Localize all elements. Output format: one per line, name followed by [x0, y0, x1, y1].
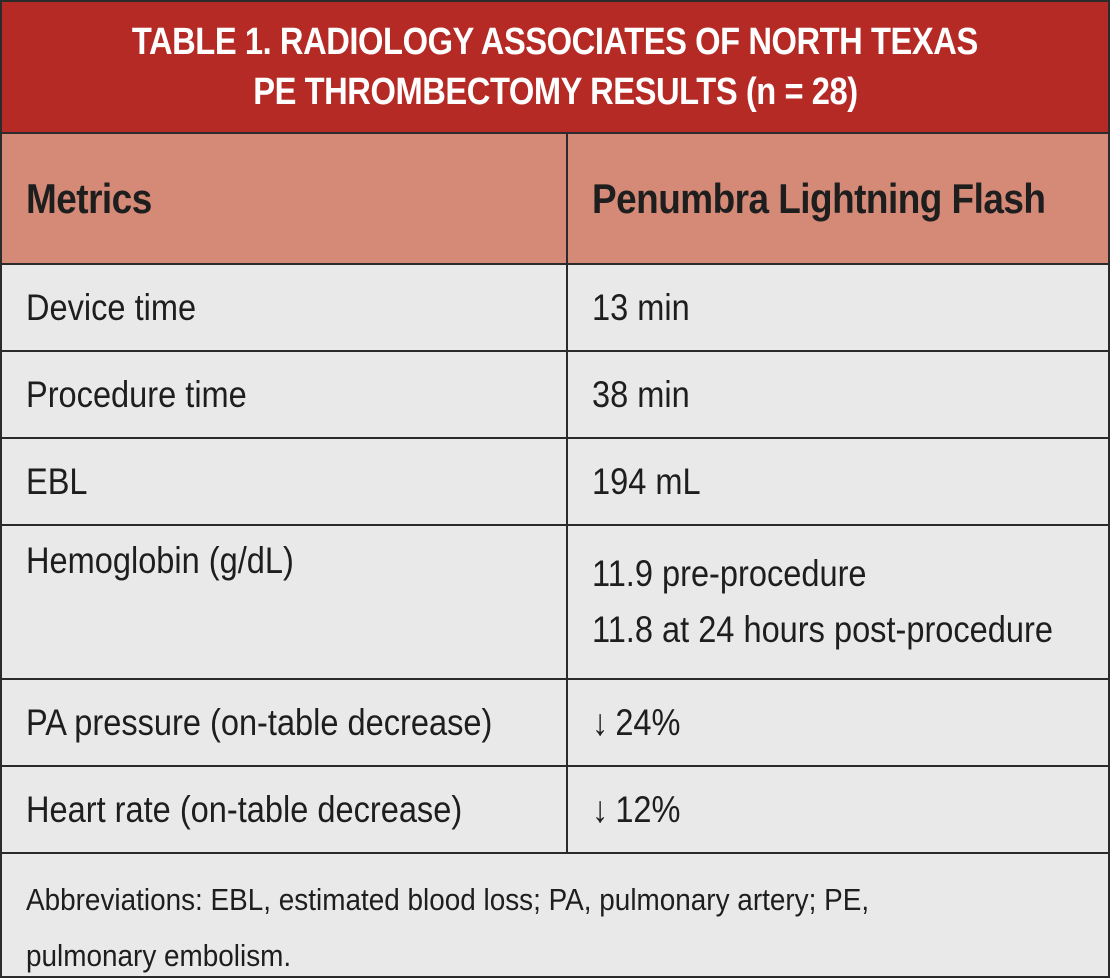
value-line-2: 11.8 at 24 hours post-procedure	[592, 609, 1053, 650]
value-cell	[567, 679, 1108, 766]
value-cell: 194 mL	[567, 438, 1108, 525]
value-cell	[567, 525, 1108, 679]
footnote-line-1: Abbreviations: EBL, estimated blood loss; PA, pulmonary artery; PE,	[26, 882, 870, 917]
column-header-metrics: Metrics	[2, 134, 567, 264]
value-text: 12%	[615, 788, 681, 830]
value-text: 24%	[615, 701, 681, 743]
table-row	[2, 525, 1108, 679]
value-cell: 38 min	[567, 351, 1108, 438]
column-header-device: Penumbra Lightning Flash	[567, 134, 1108, 264]
metric-cell: EBL	[2, 438, 567, 525]
value-line-1: 11.9 pre-procedure	[592, 553, 867, 594]
table-row	[2, 766, 1108, 853]
table-row	[2, 351, 1108, 438]
abbreviations-footnote	[2, 854, 1108, 978]
header-row	[2, 134, 1108, 264]
metric-cell: Procedure time	[2, 351, 567, 438]
table-title	[2, 2, 1108, 134]
metric-cell: Hemoglobin (g/dL)	[2, 525, 567, 679]
value-cell	[567, 766, 1108, 853]
metric-cell: PA pressure (on-table decrease)	[2, 679, 567, 766]
down-arrow-icon: ↓	[592, 788, 609, 830]
metric-cell: Device time	[2, 264, 567, 351]
down-arrow-icon: ↓	[592, 701, 609, 743]
table-row	[2, 438, 1108, 525]
footnote-line-2: pulmonary embolism.	[26, 938, 292, 973]
value-cell: 13 min	[567, 264, 1108, 351]
metric-cell: Heart rate (on-table decrease)	[2, 766, 567, 853]
table-title-line-2: PE THROMBECTOMY RESULTS (n = 28)	[252, 71, 858, 113]
table-row	[2, 679, 1108, 766]
metrics-table	[2, 134, 1108, 854]
table-title-line-1: TABLE 1. RADIOLOGY ASSOCIATES OF NORTH TEXAS	[132, 21, 978, 63]
table-row	[2, 264, 1108, 351]
